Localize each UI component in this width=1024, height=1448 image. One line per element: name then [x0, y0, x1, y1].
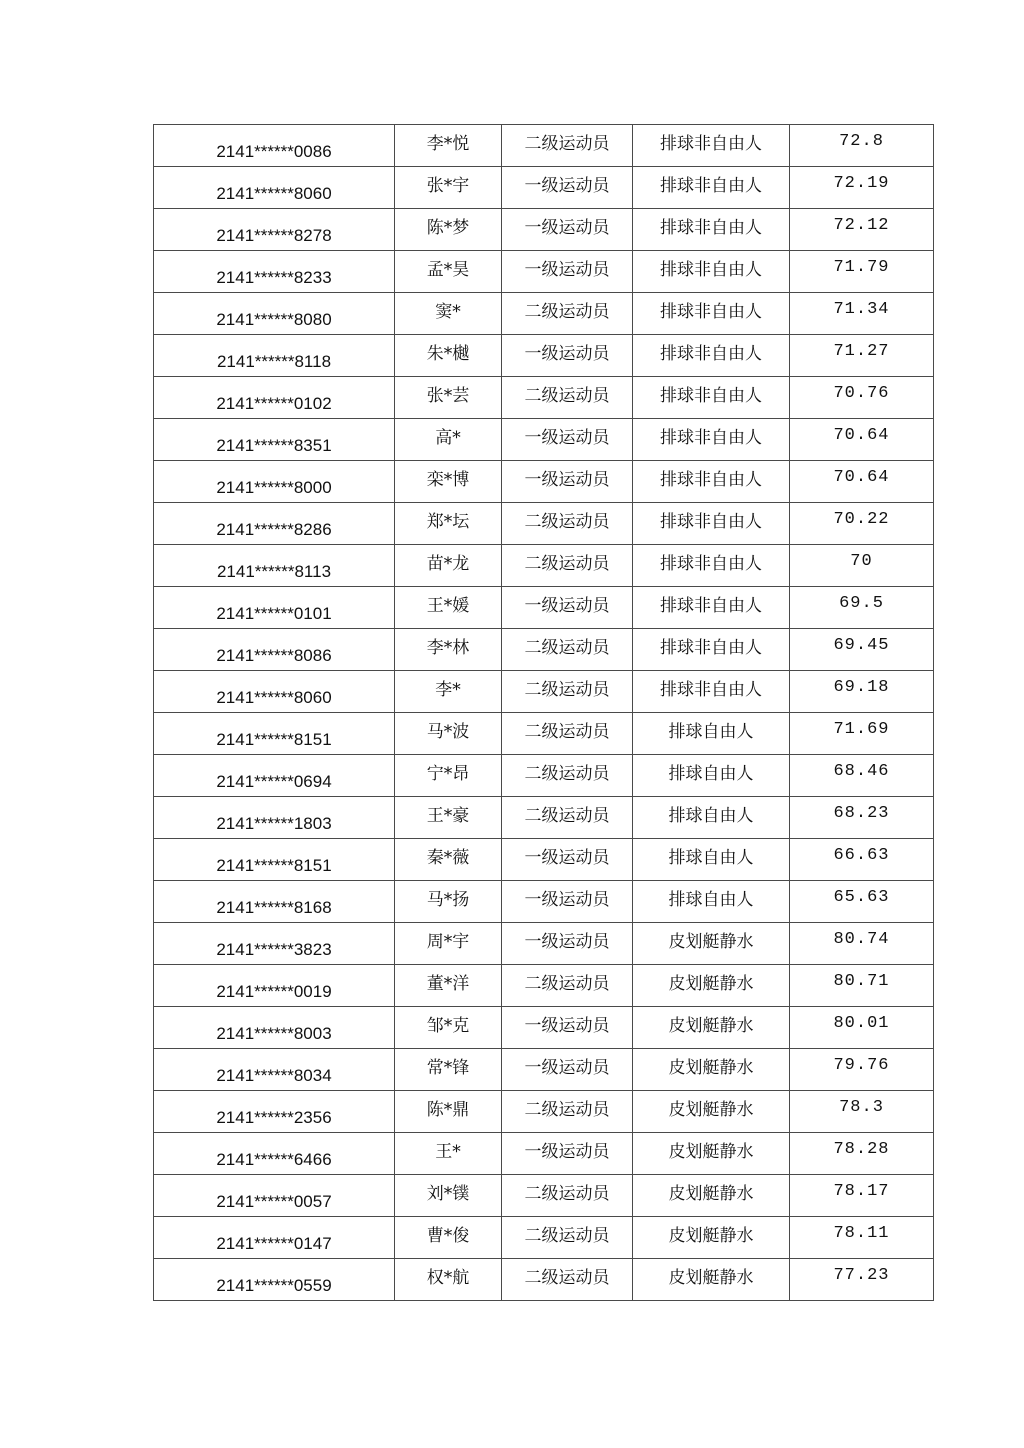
sport-event-cell: 皮划艇静水: [633, 1259, 790, 1301]
athlete-level-cell: 一级运动员: [502, 839, 633, 881]
table-row: [154, 293, 934, 335]
exam-number-cell: 2141******0147: [154, 1217, 395, 1259]
table-row: [154, 503, 934, 545]
score-cell: 72.8: [790, 125, 934, 167]
athlete-level-cell: 一级运动员: [502, 923, 633, 965]
score-cell: 71.69: [790, 713, 934, 755]
athlete-level-cell: 二级运动员: [502, 671, 633, 713]
student-name-cell: 王*媛: [395, 587, 502, 629]
score-cell: 71.27: [790, 335, 934, 377]
exam-number-cell: 2141******8286: [154, 503, 395, 545]
athlete-level-cell: 二级运动员: [502, 755, 633, 797]
score-cell: 70: [790, 545, 934, 587]
exam-number-cell: 2141******8060: [154, 167, 395, 209]
results-table: [153, 124, 934, 1301]
student-name-cell: 张*芸: [395, 377, 502, 419]
score-cell: 66.63: [790, 839, 934, 881]
athlete-level-cell: 二级运动员: [502, 293, 633, 335]
athlete-level-cell: 二级运动员: [502, 1091, 633, 1133]
exam-number-cell: 2141******8113: [154, 545, 395, 587]
table-row: [154, 209, 934, 251]
student-name-cell: 苗*龙: [395, 545, 502, 587]
sport-event-cell: 排球非自由人: [633, 671, 790, 713]
score-cell: 77.23: [790, 1259, 934, 1301]
exam-number-cell: 2141******8060: [154, 671, 395, 713]
student-name-cell: 李*: [395, 671, 502, 713]
exam-number-cell: 2141******6466: [154, 1133, 395, 1175]
student-name-cell: 秦*薇: [395, 839, 502, 881]
exam-number-cell: 2141******8168: [154, 881, 395, 923]
score-cell: 70.64: [790, 419, 934, 461]
exam-number-cell: 2141******8118: [154, 335, 395, 377]
table-row: [154, 881, 934, 923]
exam-number-cell: 2141******1803: [154, 797, 395, 839]
sport-event-cell: 皮划艇静水: [633, 1217, 790, 1259]
sport-event-cell: 排球自由人: [633, 797, 790, 839]
sport-event-cell: 排球自由人: [633, 881, 790, 923]
sport-event-cell: 排球非自由人: [633, 587, 790, 629]
table-row: [154, 377, 934, 419]
athlete-level-cell: 一级运动员: [502, 251, 633, 293]
student-name-cell: 刘*镤: [395, 1175, 502, 1217]
athlete-level-cell: 二级运动员: [502, 965, 633, 1007]
student-name-cell: 王*: [395, 1133, 502, 1175]
table-row: [154, 629, 934, 671]
score-cell: 78.17: [790, 1175, 934, 1217]
athlete-level-cell: 一级运动员: [502, 209, 633, 251]
student-name-cell: 王*豪: [395, 797, 502, 839]
score-cell: 80.01: [790, 1007, 934, 1049]
athlete-level-cell: 二级运动员: [502, 1175, 633, 1217]
sport-event-cell: 排球非自由人: [633, 293, 790, 335]
athlete-level-cell: 二级运动员: [502, 545, 633, 587]
score-cell: 80.74: [790, 923, 934, 965]
sport-event-cell: 皮划艇静水: [633, 923, 790, 965]
sport-event-cell: 排球非自由人: [633, 503, 790, 545]
sport-event-cell: 皮划艇静水: [633, 965, 790, 1007]
student-name-cell: 权*航: [395, 1259, 502, 1301]
sport-event-cell: 皮划艇静水: [633, 1007, 790, 1049]
student-name-cell: 董*洋: [395, 965, 502, 1007]
athlete-level-cell: 一级运动员: [502, 461, 633, 503]
table-row: [154, 335, 934, 377]
athlete-level-cell: 二级运动员: [502, 713, 633, 755]
table-row: [154, 1175, 934, 1217]
score-cell: 68.23: [790, 797, 934, 839]
athlete-level-cell: 二级运动员: [502, 629, 633, 671]
score-cell: 72.19: [790, 167, 934, 209]
athlete-level-cell: 二级运动员: [502, 1259, 633, 1301]
sport-event-cell: 排球非自由人: [633, 419, 790, 461]
student-name-cell: 曹*俊: [395, 1217, 502, 1259]
athlete-level-cell: 二级运动员: [502, 1217, 633, 1259]
student-name-cell: 常*锋: [395, 1049, 502, 1091]
exam-number-cell: 2141******8151: [154, 713, 395, 755]
student-name-cell: 李*悦: [395, 125, 502, 167]
exam-number-cell: 2141******8034: [154, 1049, 395, 1091]
sport-event-cell: 排球自由人: [633, 839, 790, 881]
table-row: [154, 713, 934, 755]
table-row: [154, 1091, 934, 1133]
table-row: [154, 461, 934, 503]
table-row: [154, 797, 934, 839]
student-name-cell: 宁*昂: [395, 755, 502, 797]
exam-number-cell: 2141******2356: [154, 1091, 395, 1133]
table-row: [154, 545, 934, 587]
exam-number-cell: 2141******8003: [154, 1007, 395, 1049]
table-row: [154, 1217, 934, 1259]
athlete-level-cell: 一级运动员: [502, 167, 633, 209]
sport-event-cell: 排球非自由人: [633, 545, 790, 587]
score-cell: 70.64: [790, 461, 934, 503]
table-row: [154, 839, 934, 881]
table-row: [154, 419, 934, 461]
table-body: [154, 125, 934, 1301]
score-cell: 69.5: [790, 587, 934, 629]
athlete-level-cell: 一级运动员: [502, 881, 633, 923]
table-row: [154, 1259, 934, 1301]
score-cell: 71.34: [790, 293, 934, 335]
sport-event-cell: 排球非自由人: [633, 125, 790, 167]
student-name-cell: 朱*樾: [395, 335, 502, 377]
score-cell: 65.63: [790, 881, 934, 923]
table-row: [154, 923, 934, 965]
student-name-cell: 栾*博: [395, 461, 502, 503]
sport-event-cell: 排球自由人: [633, 755, 790, 797]
exam-number-cell: 2141******3823: [154, 923, 395, 965]
athlete-level-cell: 一级运动员: [502, 1049, 633, 1091]
score-cell: 72.12: [790, 209, 934, 251]
exam-number-cell: 2141******0559: [154, 1259, 395, 1301]
athlete-level-cell: 一级运动员: [502, 587, 633, 629]
sport-event-cell: 皮划艇静水: [633, 1175, 790, 1217]
athlete-level-cell: 二级运动员: [502, 797, 633, 839]
table-row: [154, 755, 934, 797]
exam-number-cell: 2141******8086: [154, 629, 395, 671]
athlete-level-cell: 一级运动员: [502, 335, 633, 377]
student-name-cell: 马*扬: [395, 881, 502, 923]
table-row: [154, 167, 934, 209]
score-cell: 70.22: [790, 503, 934, 545]
exam-number-cell: 2141******0694: [154, 755, 395, 797]
table-row: [154, 965, 934, 1007]
sport-event-cell: 皮划艇静水: [633, 1091, 790, 1133]
student-name-cell: 窦*: [395, 293, 502, 335]
athlete-level-cell: 二级运动员: [502, 503, 633, 545]
exam-number-cell: 2141******0019: [154, 965, 395, 1007]
table-row: [154, 587, 934, 629]
score-cell: 78.3: [790, 1091, 934, 1133]
score-cell: 69.45: [790, 629, 934, 671]
table-row: [154, 125, 934, 167]
athlete-level-cell: 一级运动员: [502, 419, 633, 461]
exam-number-cell: 2141******8151: [154, 839, 395, 881]
student-name-cell: 高*: [395, 419, 502, 461]
sport-event-cell: 排球非自由人: [633, 461, 790, 503]
exam-number-cell: 2141******0101: [154, 587, 395, 629]
student-name-cell: 张*宇: [395, 167, 502, 209]
score-cell: 78.11: [790, 1217, 934, 1259]
student-name-cell: 郑*坛: [395, 503, 502, 545]
score-cell: 71.79: [790, 251, 934, 293]
student-name-cell: 李*林: [395, 629, 502, 671]
student-name-cell: 马*波: [395, 713, 502, 755]
athlete-level-cell: 一级运动员: [502, 1007, 633, 1049]
score-cell: 79.76: [790, 1049, 934, 1091]
table-row: [154, 1007, 934, 1049]
sport-event-cell: 皮划艇静水: [633, 1133, 790, 1175]
sport-event-cell: 排球非自由人: [633, 167, 790, 209]
athlete-level-cell: 一级运动员: [502, 1133, 633, 1175]
exam-number-cell: 2141******0057: [154, 1175, 395, 1217]
student-name-cell: 孟*昊: [395, 251, 502, 293]
athlete-level-cell: 二级运动员: [502, 377, 633, 419]
exam-number-cell: 2141******8080: [154, 293, 395, 335]
score-cell: 80.71: [790, 965, 934, 1007]
sport-event-cell: 排球非自由人: [633, 335, 790, 377]
sport-event-cell: 排球非自由人: [633, 629, 790, 671]
exam-number-cell: 2141******0102: [154, 377, 395, 419]
exam-number-cell: 2141******0086: [154, 125, 395, 167]
sport-event-cell: 排球非自由人: [633, 209, 790, 251]
sport-event-cell: 排球自由人: [633, 713, 790, 755]
exam-number-cell: 2141******8000: [154, 461, 395, 503]
student-name-cell: 陈*鼎: [395, 1091, 502, 1133]
table-row: [154, 1133, 934, 1175]
sport-event-cell: 皮划艇静水: [633, 1049, 790, 1091]
exam-number-cell: 2141******8278: [154, 209, 395, 251]
score-cell: 69.18: [790, 671, 934, 713]
score-cell: 78.28: [790, 1133, 934, 1175]
score-cell: 68.46: [790, 755, 934, 797]
exam-number-cell: 2141******8351: [154, 419, 395, 461]
table-row: [154, 251, 934, 293]
exam-number-cell: 2141******8233: [154, 251, 395, 293]
sport-event-cell: 排球非自由人: [633, 251, 790, 293]
student-name-cell: 邹*克: [395, 1007, 502, 1049]
table-row: [154, 671, 934, 713]
sport-event-cell: 排球非自由人: [633, 377, 790, 419]
score-cell: 70.76: [790, 377, 934, 419]
athlete-level-cell: 二级运动员: [502, 125, 633, 167]
student-name-cell: 周*宇: [395, 923, 502, 965]
student-name-cell: 陈*梦: [395, 209, 502, 251]
table-row: [154, 1049, 934, 1091]
